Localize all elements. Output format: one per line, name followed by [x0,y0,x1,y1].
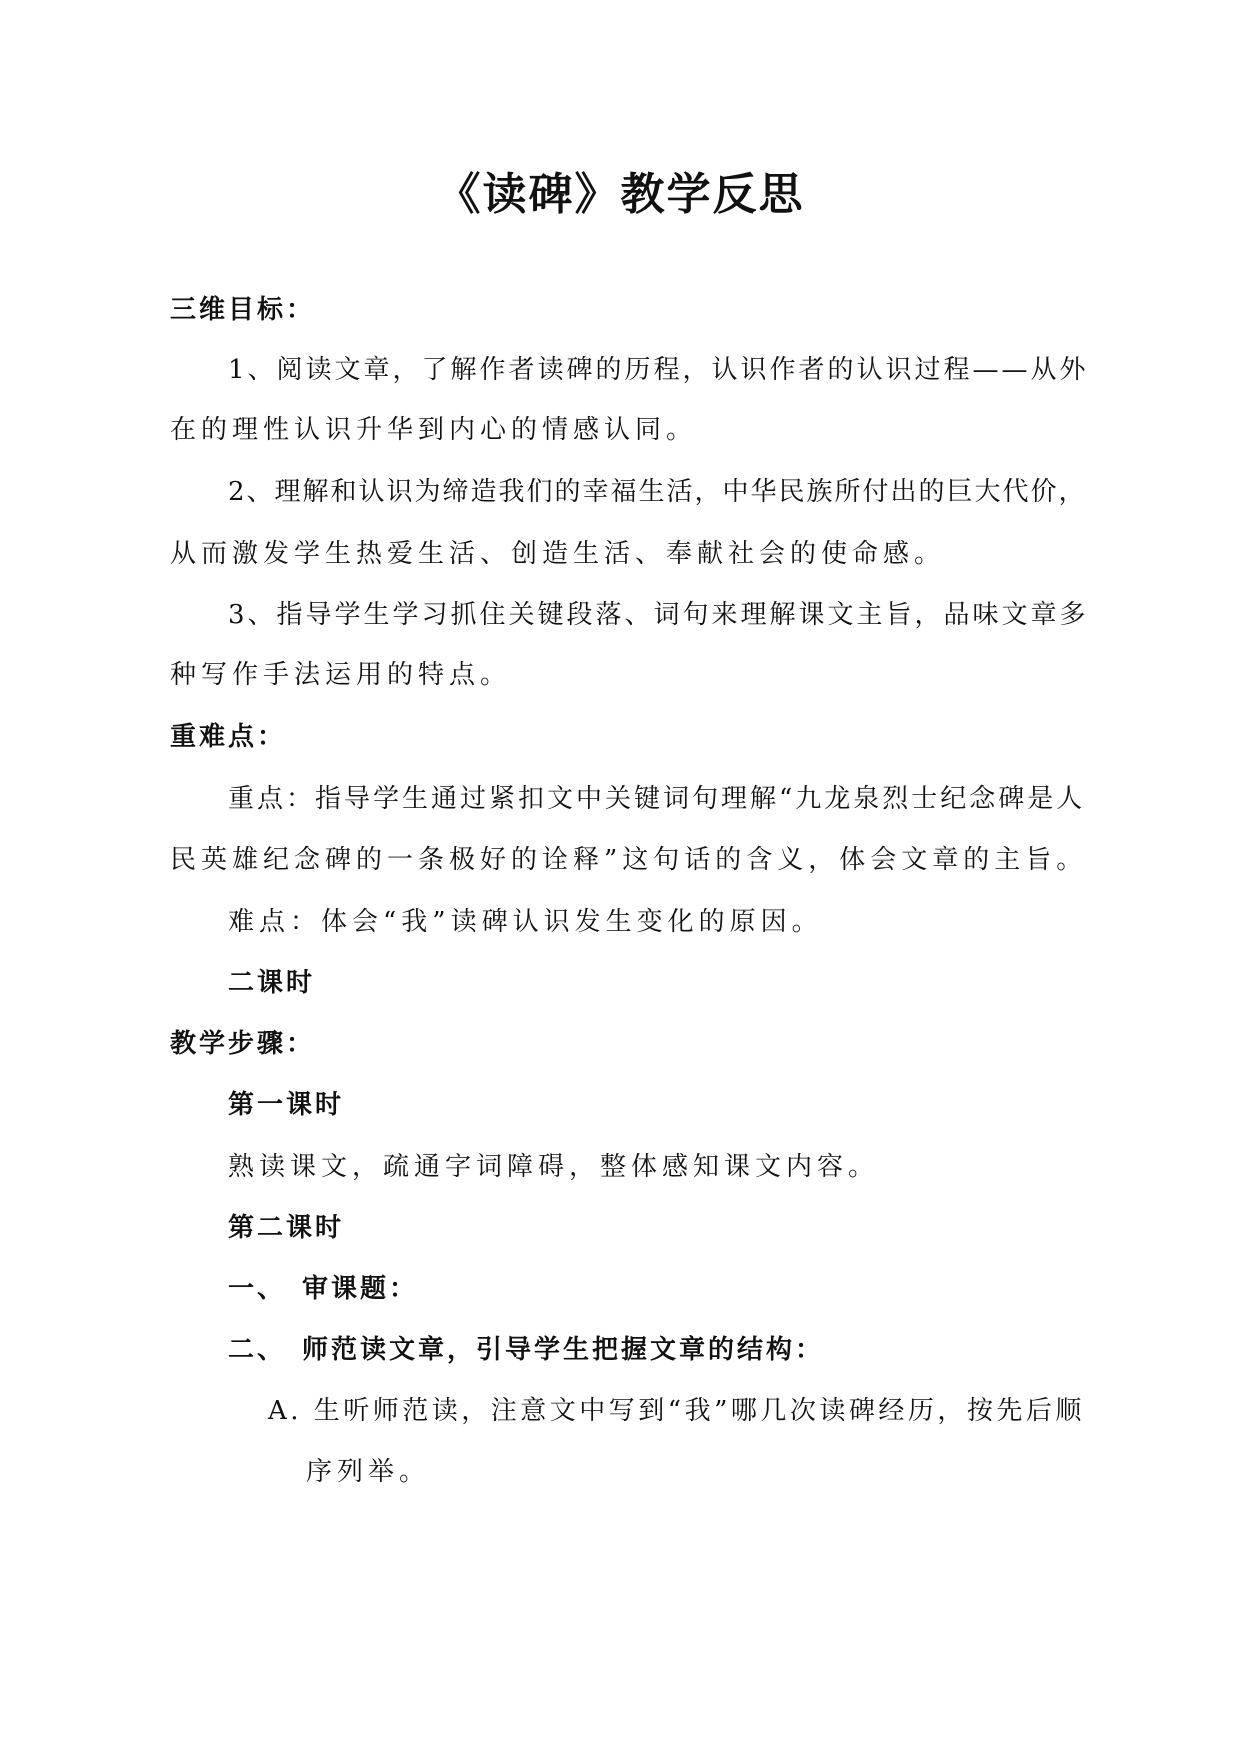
lesson-1-text: 熟读课文，疏通字词障碍，整体感知课文内容。 [228,1152,880,1182]
step-1-text: 审课题： [302,1274,419,1304]
goal-3-line-1: 3、指导学生学习抓住关键段落、词句来理解课文主旨，品味文章多 [228,600,1089,630]
goal-2-line-1: 2、理解和认识为缔造我们的幸福生活，中华民族所付出的巨大代价， [228,477,1087,507]
key-points-heading: 重难点： [170,722,287,752]
difficulty-line: 难点：体会“我”读碑认识发生变化的原因。 [228,907,823,937]
goal-2-line-2: 从而激发学生热爱生活、创造生活、奉献社会的使命感。 [170,539,946,569]
goals-heading: 三维目标： [170,295,316,325]
goal-1-line-2: 在的理性认识升华到内心的情感认同。 [170,415,698,445]
goal-3-line-2: 种写作手法运用的特点。 [170,660,512,690]
lesson-2-heading: 第二课时 [228,1213,345,1243]
lesson-1-heading: 第一课时 [228,1090,345,1120]
step-1-marker: 一、 [228,1274,287,1304]
focus-line-2: 民英雄纪念碑的一条极好的诠释”这句话的含义，体会文章的主旨。 [170,845,1088,875]
sub-a-line-1: A. 生听师范读，注意文中写到“我”哪几次读碑经历，按先后顺 [268,1396,1085,1426]
goal-1-line-1: 1、阅读文章，了解作者读碑的历程，认识作者的认识过程——从外 [228,355,1089,385]
sub-a-line-2: 序列举。 [306,1457,431,1487]
step-2-marker: 二、 [228,1335,287,1365]
document-title: 《读碑》教学反思 [436,169,805,220]
periods-label: 二课时 [228,968,316,998]
focus-line-1: 重点：指导学生通过紧扣文中关键词句理解“九龙泉烈士纪念碑是人 [228,784,1086,814]
step-2-text: 师范读文章，引导学生把握文章的结构： [302,1335,825,1365]
steps-heading: 教学步骤： [170,1029,316,1059]
